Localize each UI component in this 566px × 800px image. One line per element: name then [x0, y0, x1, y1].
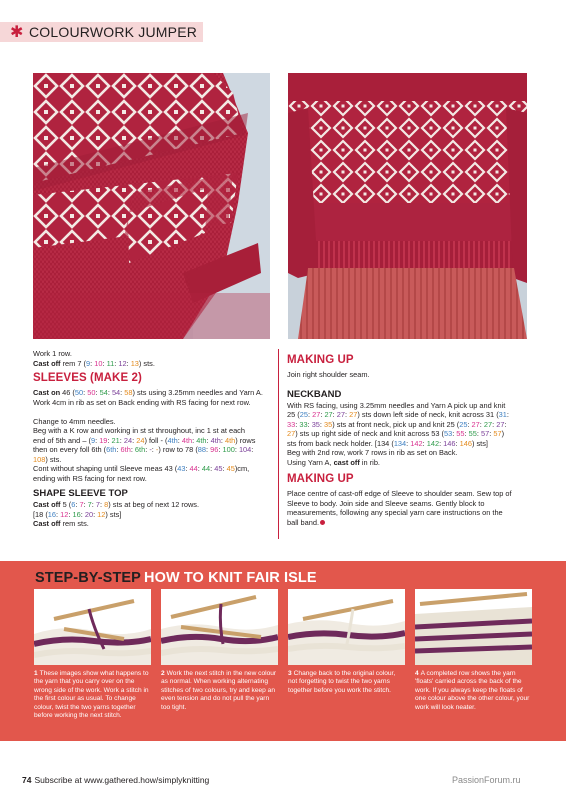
step-1-image: [34, 589, 151, 665]
instruction-text: ending with RS facing for next row.: [33, 473, 147, 483]
neckband-heading: NECKBAND: [287, 388, 342, 400]
jumper-photo: [288, 73, 527, 339]
instruction-text: Cast off rem 7 (9: 10: 11: 12: 13) sts.: [33, 358, 155, 368]
step-by-step-subtitle: HOW TO KNIT FAIR ISLE: [144, 570, 317, 586]
instruction-text: sts from back neck holder. [134 (134: 142: 142: 146: 146) sts]: [287, 438, 488, 448]
shape-sleeve-heading: SHAPE SLEEVE TOP: [33, 488, 128, 499]
instruction-text: [18 (16: 12: 16: 20: 12) sts]: [33, 509, 122, 519]
end-mark-icon: [320, 520, 325, 525]
instruction-text: With RS facing, using 3.25mm needles and Yarn A pick up and knit: [287, 400, 506, 410]
instruction-text: 25 (25: 27: 27: 27: 27) sts down left side of neck, knit across 31 (31:: [287, 410, 509, 419]
instruction-text: Cont without shaping until Sleeve meas 43 (43: 44: 44: 45: 45)cm,: [33, 464, 250, 473]
watermark: PassionForum.ru: [452, 775, 521, 785]
column-divider: [278, 349, 279, 539]
page-footer: [22, 775, 209, 785]
instruction-text: 108) sts.: [33, 454, 62, 464]
step-4-image: [415, 589, 532, 665]
instruction-text: Cast on 46 (50: 50: 54: 54: 58) sts using 3.25mm needles and Yarn A.: [33, 388, 263, 397]
section-title: COLOURWORK JUMPER: [29, 24, 198, 40]
step-4-caption: 4 A completed row shows the yarn 'floats' carried across the back of the work. If you always keep the floats of one colour above the other colour, your work will look neater.: [415, 670, 530, 711]
instruction-text: Beg with 2nd row, work 7 rows in rib as set on Back.: [287, 448, 458, 457]
instruction-text: Work 4cm in rib as set on Back ending with RS facing for next row.: [33, 397, 251, 407]
instruction-text: Cast off rem sts.: [33, 519, 89, 528]
instruction-text: then on every foll 6th (6th: 6th: 6th: -: -) row to 78 (88: 96: 100: 104:: [33, 445, 254, 454]
instruction-text: Sleeve to body. Join side and Sleeve seams. Gently block to: [287, 498, 485, 508]
instruction-text: Beg with a K row and working in st st throughout, inc 1 st at each: [33, 426, 245, 435]
making-up-heading: MAKING UP: [287, 354, 354, 366]
instruction-text: Place centre of cast-off edge of Sleeve to shoulder seam. Sew top of: [287, 489, 512, 498]
subscribe-link[interactable]: Subscribe at www.gathered.how/simplyknitting: [34, 775, 210, 785]
asterisk-icon: ✱: [10, 22, 24, 41]
step-3-image: [288, 589, 405, 665]
instruction-text: 33: 33: 35: 35) sts at front neck, pick up and knit 25 (25: 27: 27: 27:: [287, 419, 507, 429]
step-3-caption: 3 Change back to the original colour, not forgetting to twist the two yarns together before you work the stitch.: [288, 670, 396, 694]
instruction-text: Using Yarn A, cast off in rib.: [287, 457, 380, 467]
instruction-text: ball band.: [287, 518, 527, 528]
page-number: 74: [22, 775, 32, 785]
instruction-text: measurements, following any special yarn care instructions on the: [287, 508, 503, 517]
left-column: [33, 349, 273, 529]
step-2-image: [161, 589, 278, 665]
sleeves-heading: SLEEVES (MAKE 2): [33, 372, 142, 384]
instruction-text: end of 5th and – (9: 19: 21: 24: 24) foll - (4th: 4th: 4th: 4th: 4th) rows: [33, 435, 256, 445]
right-column: [287, 354, 527, 527]
instruction-text: Work 1 row.: [33, 349, 72, 358]
step-by-step-title: STEP-BY-STEP: [35, 570, 141, 586]
instruction-text: Join right shoulder seam.: [287, 370, 370, 379]
step-1-caption: 1 These images show what happens to the yarn that you carry over on the wrong side of the work. Work a stitch in the first colour as usual. To change colour, twist the two yarns together before working the next stitch.: [34, 670, 149, 720]
instruction-text: Cast off 5 (6: 7: 7: 7: 8) sts at beg of next 12 rows.: [33, 500, 200, 509]
making-up-heading-2: MAKING UP: [287, 473, 354, 485]
sleeve-photo: [33, 73, 270, 339]
step-2-caption: 2 Work the next stitch in the new colour as normal. When working alternating stitches of two colours, try and keep an even tension and do not pull the yarn too tight.: [161, 670, 277, 711]
section-header: [0, 22, 203, 42]
instruction-text: Change to 4mm needles.: [33, 416, 116, 426]
instruction-text: 27) sts up right side of neck and knit across 53 (53: 55: 55: 57: 57): [287, 429, 505, 438]
